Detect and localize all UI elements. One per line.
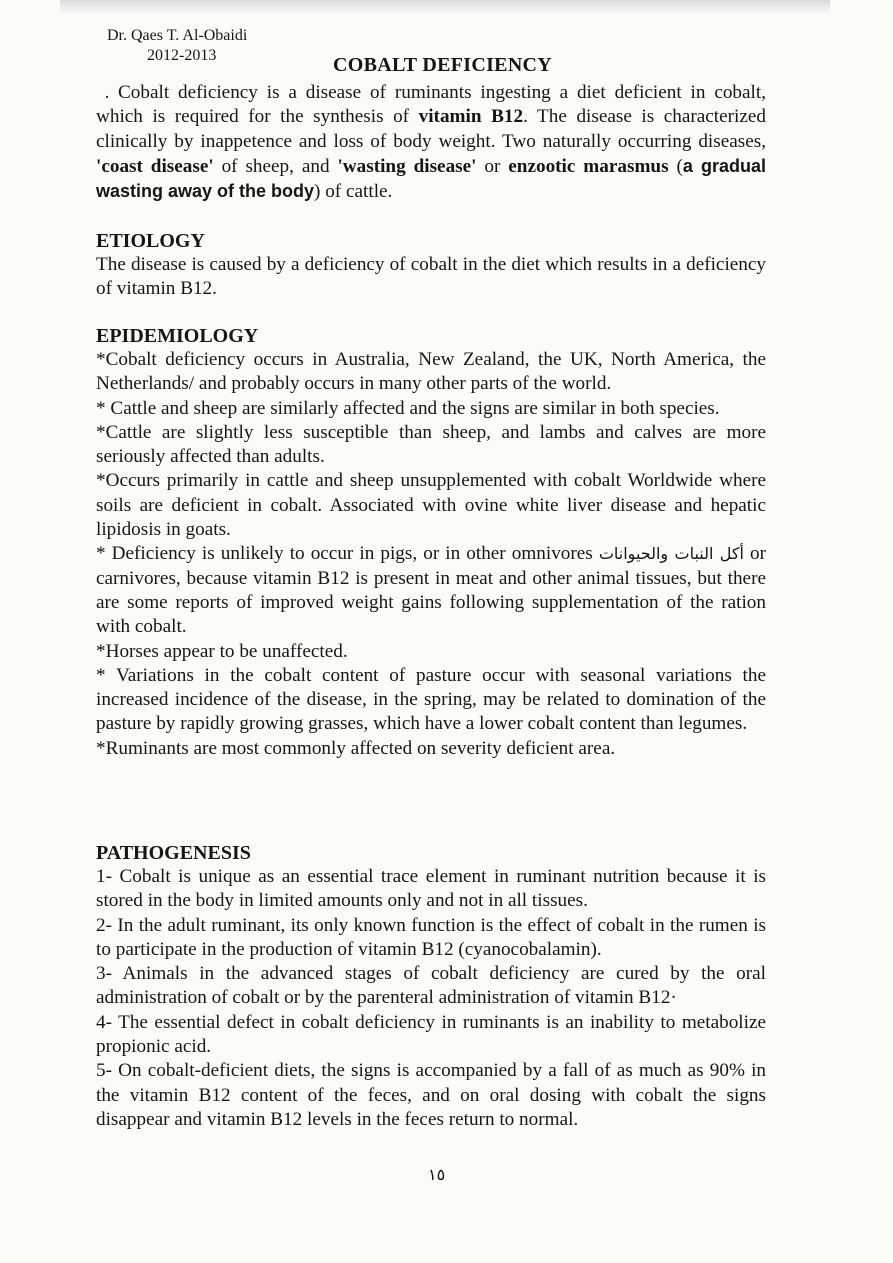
arabic-term: أكل النبات والحيوانات — [598, 544, 744, 564]
path-paragraph: 4- The essential defect in cobalt deficiency in ruminants is an inability to metabolize propionic acid. — [96, 1011, 766, 1058]
author-block — [107, 26, 247, 66]
path-paragraph: 2- In the adult ruminant, its only known function is the effect of cobalt in the rumen is to participate in the production of vitamin B12 (cyanocobalamin). — [96, 914, 766, 960]
epidemiology-heading: EPIDEMIOLOGY — [96, 325, 259, 347]
epidemiology-section — [96, 324, 766, 761]
page-title: COBALT DEFICIENCY — [333, 54, 553, 76]
epi-paragraph: * Deficiency is unlikely to occur in pigs, or in other omnivores أكل النبات والحيوانات or carnivores, because vitamin B12 is present in meat and other animal tissues, but there are some reports of improved weight gains following supplementation of the ration with cobalt. — [96, 543, 767, 638]
epi-paragraph: * Cattle and sheep are similarly affected and the signs are similar in both species. — [96, 397, 720, 419]
epi-paragraph: *Horses appear to be unaffected. — [96, 640, 348, 662]
epi-paragraph: *Cobalt deficiency occurs in Australia, New Zealand, the UK, North America, the Netherlands/ and probably occurs in many other parts of the world. — [96, 349, 766, 395]
page-number: ١٥ — [428, 1167, 446, 1184]
epi-paragraph: *Ruminants are most commonly affected on severity deficient area. — [96, 737, 616, 759]
scan-edge — [60, 0, 830, 16]
pathogenesis-heading: PATHOGENESIS — [96, 842, 251, 864]
path-paragraph: 3- Animals in the advanced stages of cobalt deficiency are cured by the oral administration of cobalt or by the parenteral administration of vitamin B12· — [96, 963, 766, 1009]
academic-years: 2012-2013 — [147, 47, 217, 64]
path-paragraph: 5- On cobalt-deficient diets, the signs is accompanied by a fall of as much as 90% in the vitamin B12 content of the feces, and on oral dosing with cobalt the signs disappear and vitamin B12 levels in the feces return to normal. — [96, 1060, 766, 1130]
etiology-section — [96, 229, 766, 302]
path-paragraph: 1- Cobalt is unique as an essential trace element in ruminant nutrition because it is stored in the body in limited amounts only and not in all tissues. — [96, 866, 766, 912]
epi-paragraph: * Variations in the cobalt content of pasture occur with seasonal variations the increased incidence of the disease, in the spring, may be related to domination of the pasture by rapidly growing grasses, which have a lower cobalt content than legumes. — [96, 664, 766, 735]
etiology-heading: ETIOLOGY — [96, 230, 205, 252]
epi-paragraph: *Cattle are slightly less susceptible than sheep, and lambs and calves are more seriously affected than adults. — [96, 421, 766, 468]
pathogenesis-section — [96, 841, 766, 1132]
author-name: Dr. Qaes T. Al-Obaidi — [107, 27, 248, 44]
epi-paragraph: *Occurs primarily in cattle and sheep unsupplemented with cobalt Worldwide where soils are deficient in cobalt. Associated with ovine white liver disease and hepatic lipidosis in goats. — [96, 470, 766, 541]
etiology-text: The disease is caused by a deficiency of cobalt in the diet which results in a deficiency of vitamin B12. — [96, 254, 766, 300]
intro-paragraph: . Cobalt deficiency is a disease of ruminants ingesting a diet deficient in cobalt, which is required for the synthesis of vitamin B12. The disease is characterized clinically by inappetence and loss of body weight. Two naturally occurring diseases, 'coast disease' of sheep, and 'wasting disease' or enzootic marasmus (a gradual wasting away of the body) of cattle. — [96, 82, 767, 203]
